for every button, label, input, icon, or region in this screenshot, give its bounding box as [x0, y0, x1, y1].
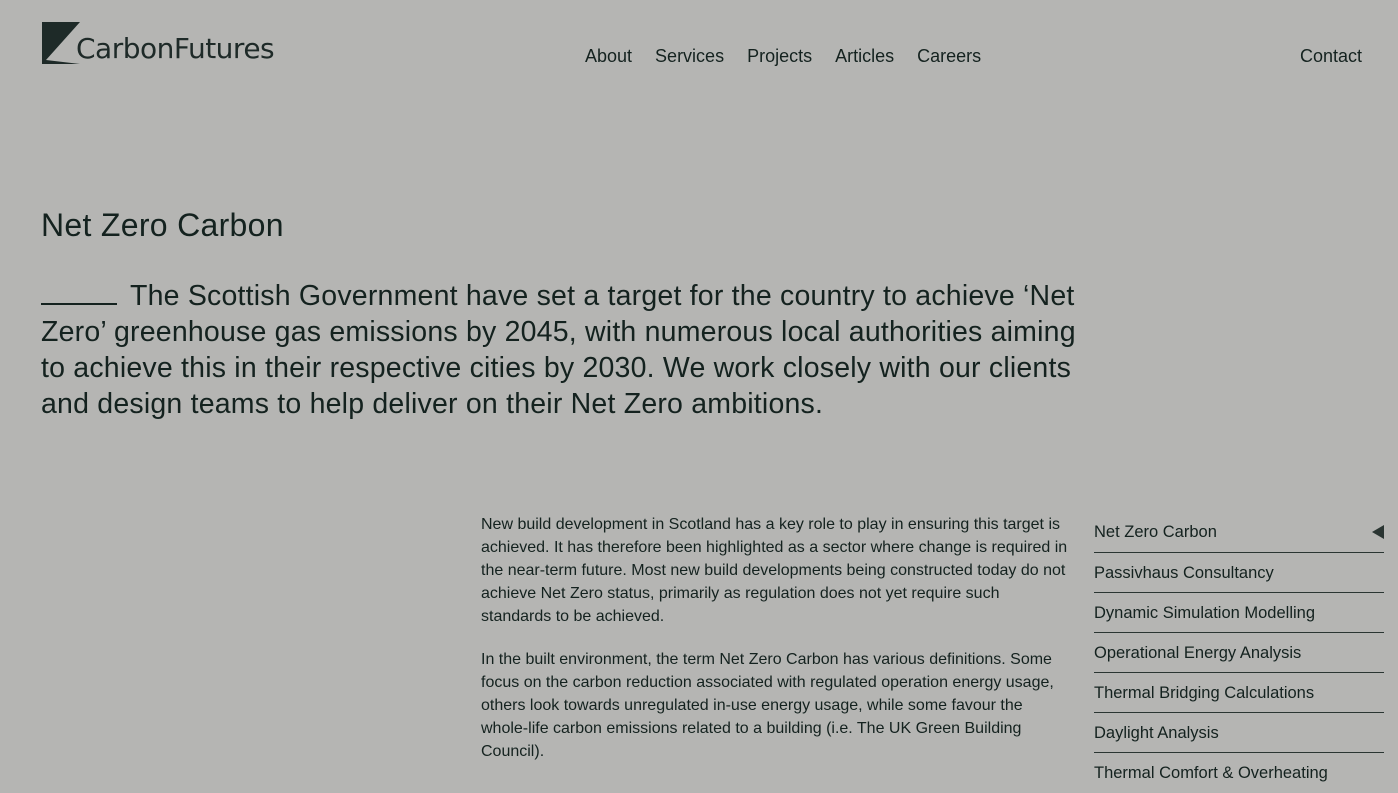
service-item-net-zero-carbon[interactable]	[1094, 512, 1384, 553]
logo-text: CarbonFutures	[76, 32, 275, 65]
service-item-label: Net Zero Carbon	[1094, 523, 1217, 541]
nav-articles[interactable]: Articles	[835, 46, 895, 66]
service-item-thermal-bridging[interactable]	[1094, 673, 1384, 713]
service-item-label: Passivhaus Consultancy	[1094, 564, 1274, 582]
service-item-label: Daylight Analysis	[1094, 724, 1219, 742]
service-item-label: Thermal Bridging Calculations	[1094, 684, 1315, 702]
nav-about[interactable]: About	[585, 46, 633, 66]
main-nav	[585, 44, 981, 68]
service-item-dynamic-simulation[interactable]	[1094, 593, 1384, 633]
service-item-label: Operational Energy Analysis	[1094, 644, 1302, 662]
nav-careers[interactable]: Careers	[917, 46, 982, 66]
carbon-futures-logo-mark-icon	[42, 22, 80, 64]
body-paragraph-1: New build development in Scotland has a key role to play in ensuring this target is achieved. It has therefore been highlighted as a sector where change is required in the near-term future. Most new build developments being constructed today do not achieve Net Zero status, primarily as regulation does not yet require such standards to be achieved.	[481, 516, 1068, 625]
nav-contact[interactable]: Contact	[1299, 46, 1362, 66]
services-list	[1094, 512, 1384, 793]
lead-text: The Scottish Government have set a target for the country to achieve ‘Net Zero’ greenhouse gas emissions by 2045, with numerous local authorities aiming to achieve this in their respective cities by 2030. We work closely with our clients and design teams to help deliver on their Net Zero ambitions.	[41, 280, 1076, 420]
page-title: Net Zero Carbon	[41, 207, 284, 243]
lead-divider	[41, 303, 117, 305]
service-item-label: Dynamic Simulation Modelling	[1094, 604, 1316, 622]
lead-paragraph	[41, 278, 1081, 422]
logo-link[interactable]	[42, 20, 274, 64]
active-arrow-icon	[1372, 525, 1384, 539]
nav-projects[interactable]: Projects	[747, 46, 813, 66]
service-item-thermal-comfort[interactable]	[1094, 753, 1384, 793]
site-header	[0, 0, 1398, 110]
nav-services[interactable]: Services	[655, 46, 725, 66]
body-copy	[481, 513, 1071, 783]
service-item-passivhaus[interactable]	[1094, 553, 1384, 593]
service-item-daylight[interactable]	[1094, 713, 1384, 753]
body-paragraph-2: In the built environment, the term Net Zero Carbon has various definitions. Some focus on the carbon reduction associated with regulated operation energy usage, others look towards unregulated in-use energy usage, while some favour the whole-life carbon emissions related to a building (i.e. The UK Green Building Council).	[481, 651, 1054, 760]
service-item-label: Thermal Comfort & Overheating	[1094, 764, 1328, 782]
service-item-operational-energy[interactable]	[1094, 633, 1384, 673]
